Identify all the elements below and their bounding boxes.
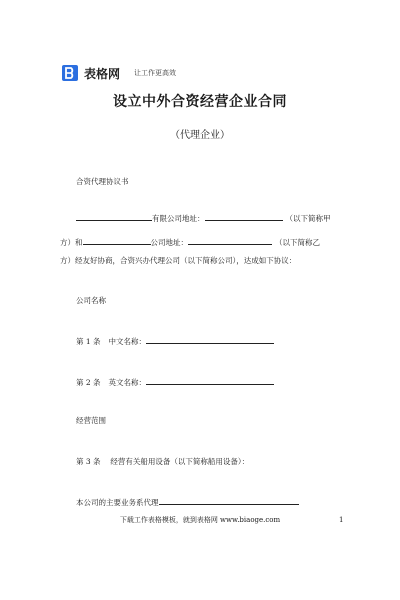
article-2 <box>76 376 274 388</box>
section-heading: 合资代理协议书 <box>76 177 129 186</box>
article-3: 第 3 条 经营有关船用设备（以下简称船用设备）： <box>76 457 250 466</box>
party-line-3: 方）经友好协商，合资兴办代理公司（以下简称公司），达成如下协议： <box>60 256 297 265</box>
business-line-label: 本公司的主要业务系代理 <box>76 498 159 507</box>
party-b-address-blank[interactable] <box>188 236 272 245</box>
page-footer: 下载工作表格模板，就到表格网 www.biaoge.com <box>119 516 281 524</box>
document-title: 设立中外合资经营企业合同 <box>113 94 287 110</box>
article-1 <box>76 335 274 347</box>
party-line-1 <box>76 212 331 224</box>
article-2-number: 第 2 条 <box>76 378 101 387</box>
party-b-note: （以下简称乙 <box>275 238 320 247</box>
party-a-note: （以下简称甲 <box>285 214 331 223</box>
brand-name: 表格网 <box>84 66 121 81</box>
article-1-label: 中文名称： <box>108 337 147 346</box>
brand-header <box>62 64 176 82</box>
party-b-address-label: 公司地址： <box>150 238 188 247</box>
business-agency-blank[interactable] <box>159 496 299 505</box>
scope-heading: 经营范围 <box>76 416 106 425</box>
biaoge-logo-icon <box>62 65 78 81</box>
document-subtitle: （代理企业） <box>170 130 230 141</box>
brand-slogan: 让工作更高效 <box>134 69 177 77</box>
party-a-address-blank[interactable] <box>205 212 283 221</box>
chinese-name-blank[interactable] <box>146 335 274 344</box>
party-b-name-blank[interactable] <box>83 236 151 245</box>
company-name-heading: 公司名称 <box>76 296 106 305</box>
english-name-blank[interactable] <box>146 376 274 385</box>
business-line <box>76 496 299 508</box>
page-number: 1 <box>339 516 344 524</box>
article-1-number: 第 1 条 <box>76 337 101 346</box>
article-2-label: 英文名称： <box>108 378 147 387</box>
party-line-2 <box>60 236 320 248</box>
party-a-address-label: 有限公司地址： <box>152 214 205 223</box>
party-line-2-prefix: 方）和 <box>60 238 83 247</box>
party-a-name-blank[interactable] <box>76 212 152 221</box>
